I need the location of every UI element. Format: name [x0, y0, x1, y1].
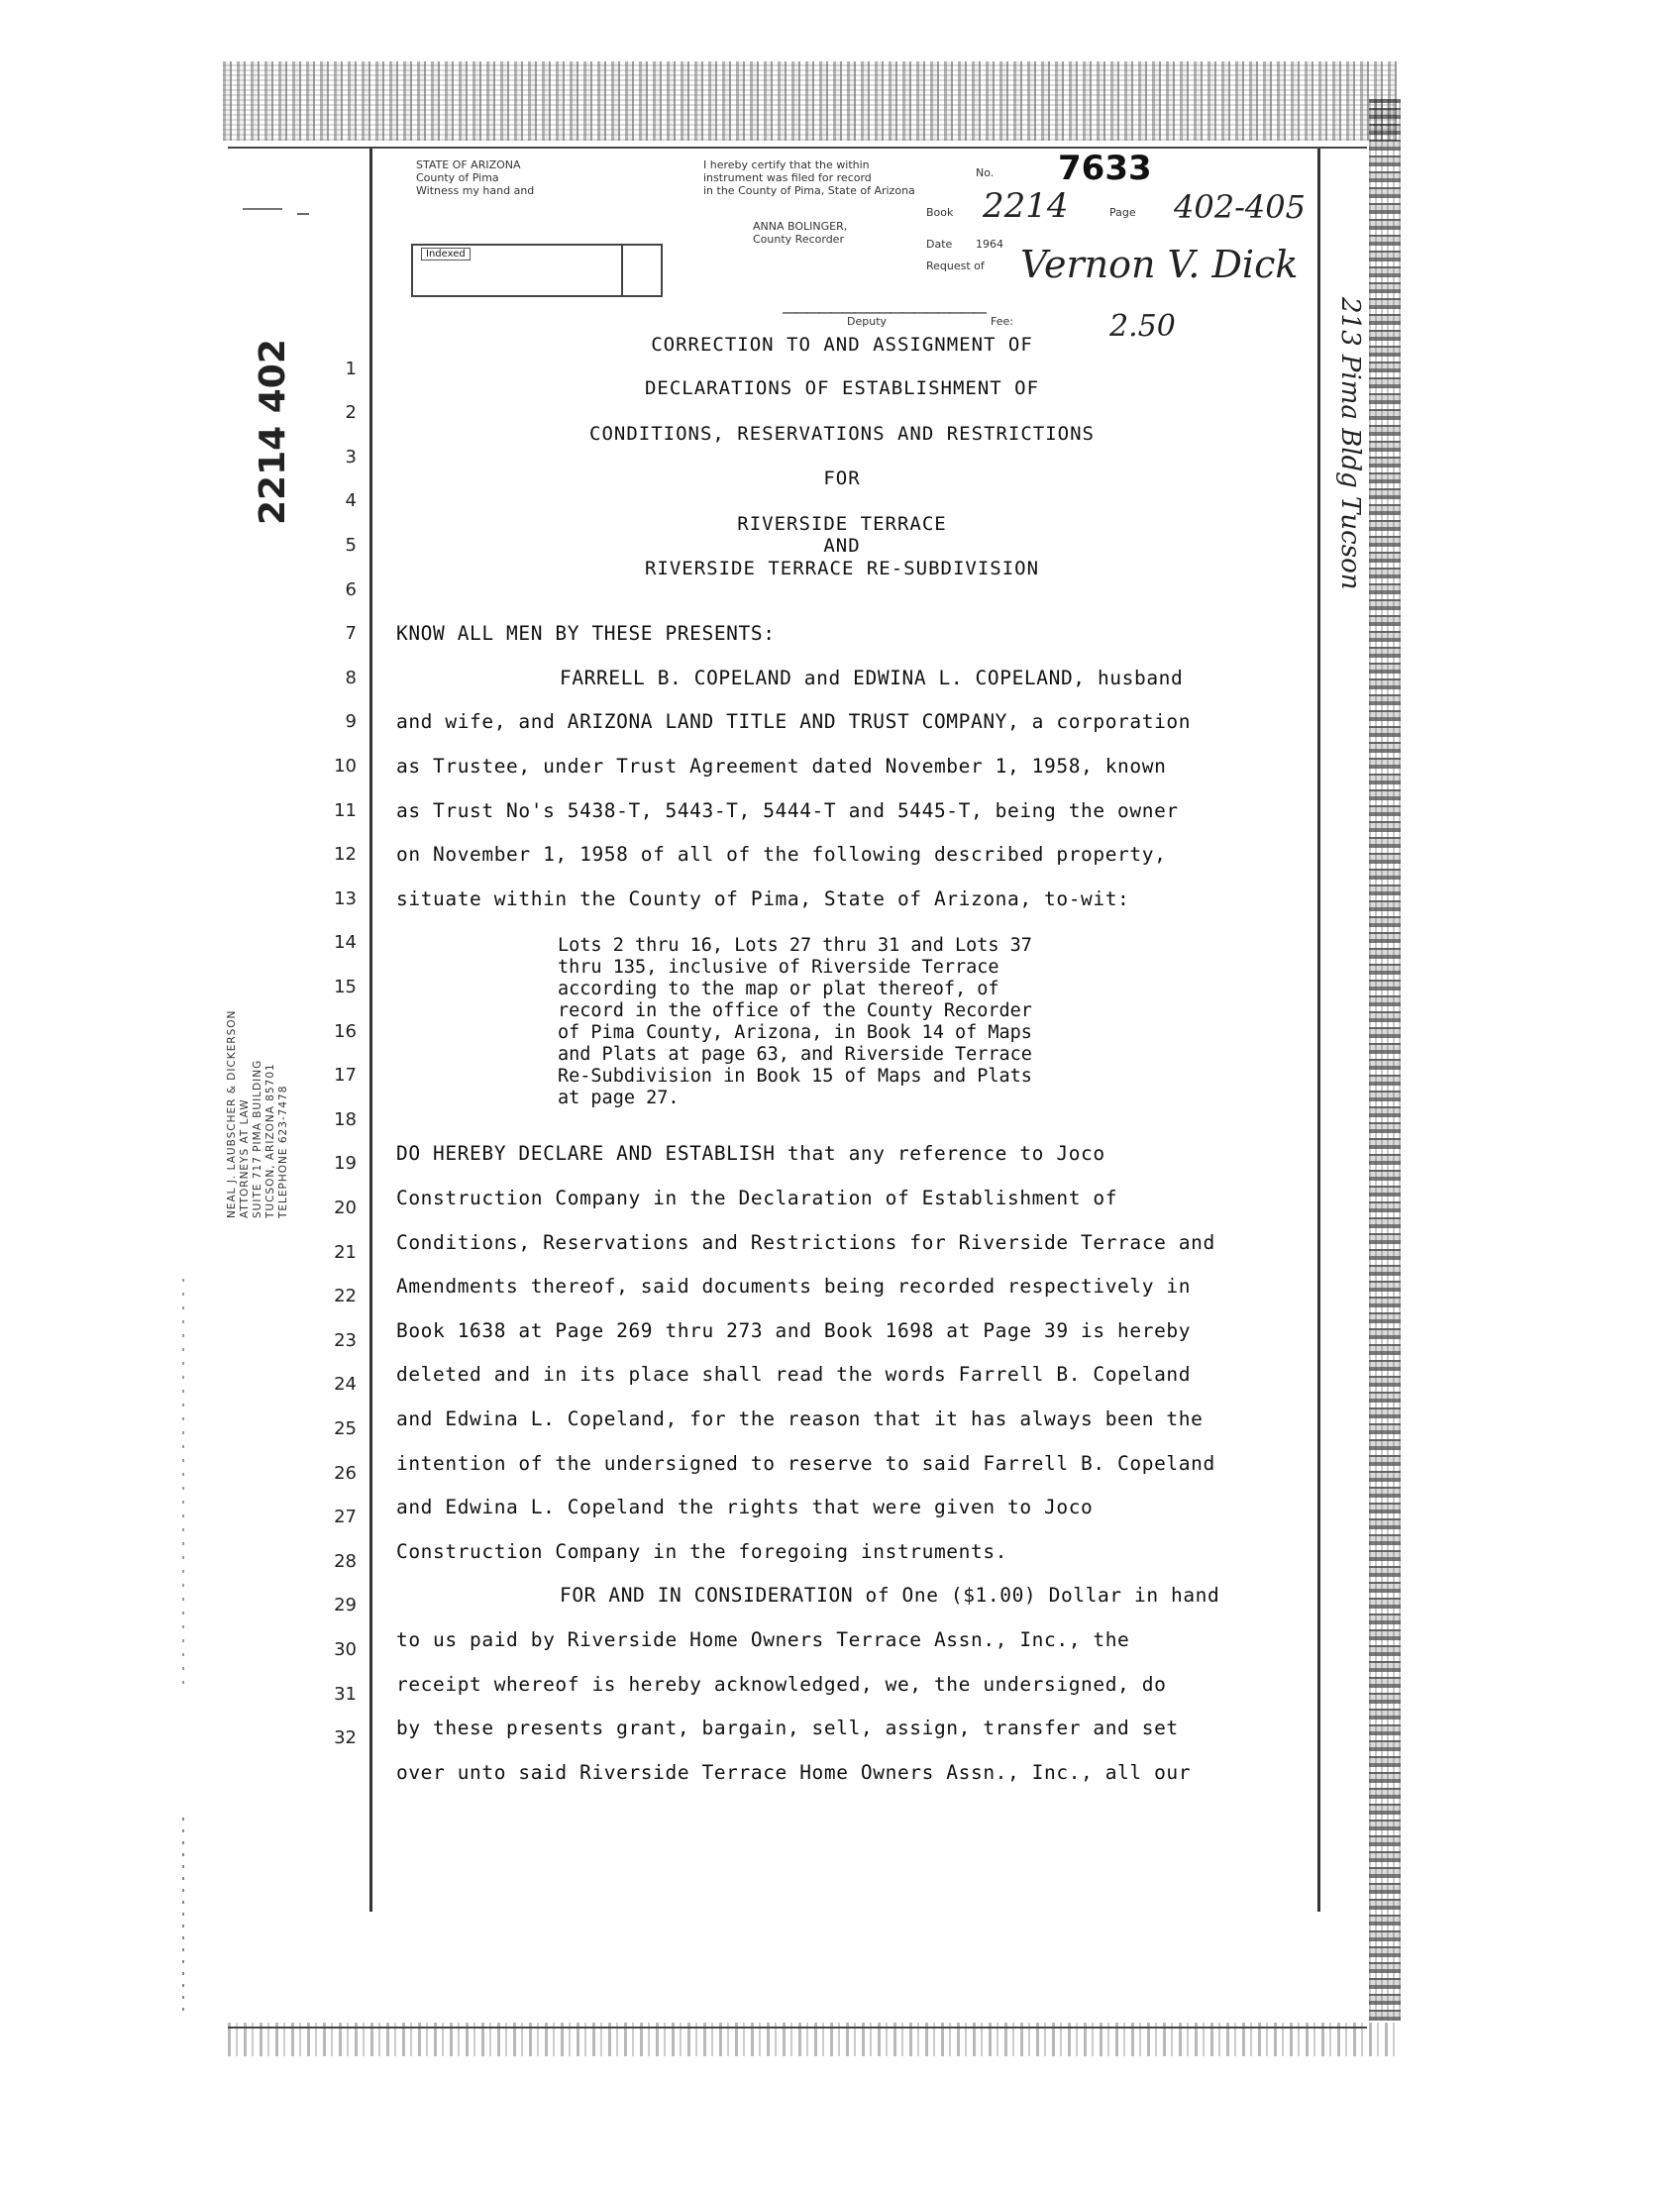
book-label: Book: [926, 206, 954, 219]
date-label: Date: [926, 238, 953, 251]
line-number: 4: [345, 490, 357, 511]
body-line: to us paid by Riverside Home Owners Terrace Assn., Inc., the: [396, 1628, 1130, 1651]
firm-line: TUCSON, ARIZONA 85701: [264, 1063, 276, 1218]
body-line: on November 1, 1958 of all of the following described property,: [396, 843, 1167, 866]
scan-mark: [182, 1268, 184, 1684]
bottom-rule: [228, 2027, 1367, 2029]
lots-line: thru 135, inclusive of Riverside Terrace: [558, 957, 999, 978]
title-line-1: CORRECTION TO AND ASSIGNMENT OF: [651, 334, 1033, 356]
body-line: and Edwina L. Copeland the rights that were given to Joco: [396, 1496, 1094, 1518]
line-number: 15: [334, 977, 357, 997]
scan-noise-top: [223, 61, 1397, 141]
body-line: KNOW ALL MEN BY THESE PRESENTS:: [396, 622, 776, 645]
left-margin-rule: [369, 149, 372, 1912]
scan-mark: [297, 213, 309, 215]
line-number: 2: [345, 402, 357, 423]
body-line: Construction Company in the Declaration of Establishment of: [396, 1187, 1118, 1209]
title-line-2: DECLARATIONS OF ESTABLISHMENT OF: [644, 377, 1040, 399]
lots-line: according to the map or plat thereof, of: [558, 979, 999, 999]
body-line: intention of the undersigned to reserve to said Farrell B. Copeland: [396, 1452, 1215, 1475]
requested-by-handwritten: Vernon V. Dick: [1020, 243, 1299, 286]
line-number: 29: [334, 1595, 357, 1615]
right-margin-rule: [1317, 149, 1320, 1912]
stamp-left-line: STATE OF ARIZONA: [416, 158, 521, 171]
body-line: DO HEREBY DECLARE AND ESTABLISH that any reference to Joco: [396, 1142, 1105, 1165]
line-number: 32: [334, 1727, 357, 1748]
date-value: 1964: [976, 238, 1003, 251]
record-number: 7633: [1058, 149, 1152, 188]
scan-noise-right: [1369, 99, 1401, 2021]
recorder-name: [753, 220, 847, 246]
title-line-5: RIVERSIDE TERRACE: [737, 513, 947, 535]
request-label: Request of: [926, 260, 985, 272]
recorder-line: County Recorder: [753, 233, 844, 246]
body-line: as Trust No's 5438-T, 5443-T, 5444-T and 5445-T, being the owner: [396, 799, 1179, 822]
line-number: 14: [334, 932, 357, 953]
firm-line: TELEPHONE 623-7478: [277, 1085, 289, 1218]
body-line: and wife, and ARIZONA LAND TITLE AND TRUST COMPANY, a corporation: [396, 710, 1192, 733]
lots-line: at page 27.: [558, 1088, 680, 1108]
deputy-label: Deputy: [847, 315, 888, 328]
line-number: 18: [334, 1109, 357, 1130]
line-number: 6: [345, 579, 357, 600]
line-number: 20: [334, 1198, 357, 1218]
line-number: 31: [334, 1684, 357, 1705]
law-firm-stamp: [226, 921, 305, 1218]
title-line-7: RIVERSIDE TERRACE RE-SUBDIVISION: [644, 558, 1040, 579]
stamp-left-line: County of Pima: [416, 171, 499, 184]
title-line-4: FOR: [823, 468, 861, 489]
stamp-left-line: Witness my hand and: [416, 184, 535, 197]
stamp-certify-line: instrument was filed for record: [703, 171, 872, 184]
line-number: 7: [345, 623, 357, 644]
lots-line: of Pima County, Arizona, in Book 14 of Maps: [558, 1022, 1032, 1043]
scan-mark: [182, 1813, 184, 2011]
line-number: 30: [334, 1639, 357, 1660]
body-line: Construction Company in the foregoing instruments.: [396, 1540, 1007, 1563]
line-number: 28: [334, 1551, 357, 1572]
page-label: Page: [1109, 206, 1136, 219]
line-number: 22: [334, 1286, 357, 1306]
line-number: 13: [334, 888, 357, 909]
book-number-handwritten: 2214: [983, 186, 1069, 226]
indexed-label: Indexed: [421, 248, 471, 260]
body-line: receipt whereof is hereby acknowledged, we, the undersigned, do: [396, 1673, 1167, 1696]
line-number: 27: [334, 1507, 357, 1527]
body-line: FARRELL B. COPELAND and EDWINA L. COPELAND, husband: [560, 667, 1184, 689]
stamp-left: [416, 158, 534, 197]
line-number: 17: [334, 1065, 357, 1086]
body-line: and Edwina L. Copeland, for the reason that it has always been the: [396, 1407, 1204, 1430]
body-line: situate within the County of Pima, State of Arizona, to-wit:: [396, 887, 1130, 910]
fee-label: Fee:: [991, 315, 1013, 328]
lots-line: and Plats at page 63, and Riverside Terrace: [558, 1044, 1032, 1065]
title-line-6: AND: [823, 535, 861, 557]
line-number: 16: [334, 1021, 357, 1042]
line-number: 12: [334, 844, 357, 865]
right-margin-note: 213 Pima Bldg Tucson: [1335, 297, 1365, 590]
line-number: 23: [334, 1330, 357, 1351]
stamp-certify-line: in the County of Pima, State of Arizona: [703, 184, 915, 197]
scan-mark: [243, 208, 282, 210]
firm-line: NEAL J. LAUBSCHER & DICKERSON: [226, 1009, 238, 1218]
line-number: 9: [345, 711, 357, 732]
body-line: as Trustee, under Trust Agreement dated November 1, 1958, known: [396, 755, 1167, 778]
body-line: deleted and in its place shall read the words Farrell B. Copeland: [396, 1363, 1192, 1386]
body-line: by these presents grant, bargain, sell, assign, transfer and set: [396, 1717, 1179, 1739]
line-number: 26: [334, 1463, 357, 1484]
firm-line: ATTORNEYS AT LAW: [239, 1098, 251, 1218]
record-number-prefix: No.: [976, 166, 995, 179]
lots-line: Re-Subdivision in Book 15 of Maps and Plats: [558, 1066, 1032, 1087]
title-line-3: CONDITIONS, RESERVATIONS AND RESTRICTIONS: [589, 423, 1095, 445]
top-rule: [228, 147, 1367, 149]
lots-line: Lots 2 thru 16, Lots 27 thru 31 and Lots 37: [558, 935, 1032, 956]
stamp-box-divider: [621, 246, 623, 295]
line-number: 25: [334, 1418, 357, 1439]
line-number: 1: [345, 359, 357, 379]
lots-line: record in the office of the County Recorder: [558, 1000, 1032, 1021]
indexed-stamp-box: [411, 244, 663, 297]
body-line: Amendments thereof, said documents being recorded respectively in: [396, 1275, 1192, 1298]
body-line: Conditions, Reservations and Restrictions for Riverside Terrace and: [396, 1231, 1215, 1254]
line-number: 5: [345, 535, 357, 556]
line-number: 11: [334, 800, 357, 821]
line-number: 10: [334, 756, 357, 777]
page-number-handwritten: 402-405: [1174, 188, 1306, 226]
stamp-certify: [703, 158, 915, 197]
firm-line: SUITE 717 PIMA BUILDING: [252, 1059, 263, 1218]
body-line: Book 1638 at Page 269 thru 273 and Book 1698 at Page 39 is hereby: [396, 1319, 1192, 1342]
line-number: 19: [334, 1153, 357, 1174]
fee-handwritten: 2.50: [1109, 309, 1176, 344]
recorder-line: ANNA BOLINGER,: [753, 220, 848, 233]
line-number: 8: [345, 668, 357, 688]
body-line: over unto said Riverside Terrace Home Owners Assn., Inc., all our: [396, 1761, 1192, 1784]
book-page-stamp: 2214 402: [253, 339, 293, 525]
line-number: 21: [334, 1242, 357, 1263]
line-number: 3: [345, 447, 357, 468]
deputy-signature: _________________: [783, 281, 985, 314]
line-number: 24: [334, 1374, 357, 1395]
stamp-certify-line: I hereby certify that the within: [703, 158, 870, 171]
body-line: FOR AND IN CONSIDERATION of One ($1.00) Dollar in hand: [560, 1584, 1220, 1607]
